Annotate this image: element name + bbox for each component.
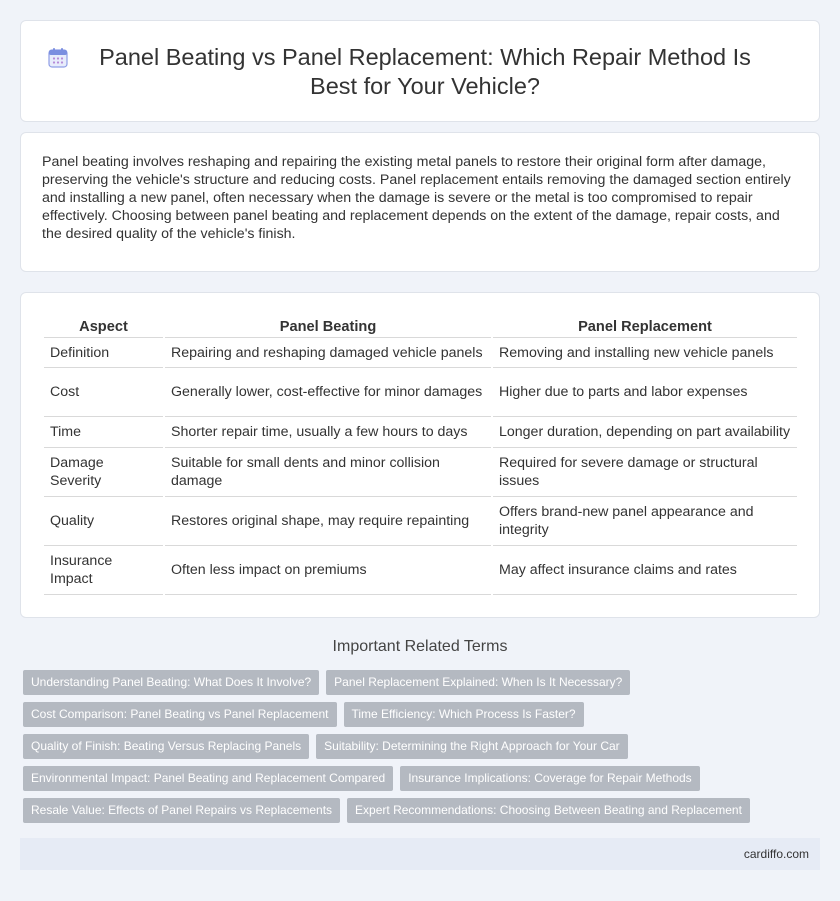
intro-card	[20, 132, 820, 272]
comparison-card	[20, 292, 820, 618]
row-replacement: Required for severe damage or structural issues	[493, 448, 797, 497]
row-beating: Restores original shape, may require repainting	[165, 497, 491, 546]
table-header-row	[44, 315, 797, 338]
comparison-table	[42, 315, 799, 595]
related-term-tag[interactable]: Quality of Finish: Beating Versus Replacing Panels	[23, 734, 309, 759]
page-title: Panel Beating vs Panel Replacement: Which Repair Method Is Best for Your Vehicle?	[99, 44, 751, 99]
related-term-tag[interactable]: Cost Comparison: Panel Beating vs Panel Replacement	[23, 702, 337, 727]
row-beating: Shorter repair time, usually a few hours to days	[165, 417, 491, 448]
table-row	[44, 546, 797, 595]
row-aspect: Damage Severity	[44, 448, 163, 497]
table-row	[44, 448, 797, 497]
row-replacement: Higher due to parts and labor expenses	[493, 368, 797, 417]
row-replacement: Removing and installing new vehicle panels	[493, 338, 797, 368]
row-aspect: Quality	[44, 497, 163, 546]
row-replacement: May affect insurance claims and rates	[493, 546, 797, 595]
related-term-tag[interactable]: Suitability: Determining the Right Approach for Your Car	[316, 734, 628, 759]
related-terms-heading: Important Related Terms	[332, 638, 508, 655]
related-term-tag[interactable]: Expert Recommendations: Choosing Between Beating and Replacement	[347, 798, 750, 823]
table-row	[44, 368, 797, 417]
row-replacement: Longer duration, depending on part availability	[493, 417, 797, 448]
table-row	[44, 417, 797, 448]
related-term-tag[interactable]: Resale Value: Effects of Panel Repairs vs Replacements	[23, 798, 340, 823]
row-aspect: Definition	[44, 338, 163, 368]
row-replacement: Offers brand-new panel appearance and integrity	[493, 497, 797, 546]
row-aspect: Cost	[44, 368, 163, 417]
related-term-tag[interactable]: Environmental Impact: Panel Beating and Replacement Compared	[23, 766, 393, 791]
table-row	[44, 338, 797, 368]
related-term-tag[interactable]: Time Efficiency: Which Process Is Faster?	[344, 702, 584, 727]
header-panel-beating: Panel Beating	[165, 315, 491, 338]
row-aspect: Time	[44, 417, 163, 448]
footer-site-link[interactable]: cardiffo.com	[743, 847, 809, 861]
footer-bar	[20, 838, 820, 870]
header-card	[20, 20, 820, 122]
related-terms-list	[23, 670, 823, 830]
related-term-tag[interactable]: Insurance Implications: Coverage for Repair Methods	[400, 766, 699, 791]
intro-paragraph: Panel beating involves reshaping and repairing the existing metal panels to restore their original form after damage, preserving the vehicle's structure and reducing costs. Panel replacement entails removing the damaged section entirely and installing a new panel, often necessary when the damage is severe or the metal is too compromised to repair effectively. Choosing between panel beating and replacement depends on the extent of the damage, repair costs, and the desired quality of the vehicle's finish.	[42, 154, 791, 242]
related-term-tag[interactable]: Panel Replacement Explained: When Is It Necessary?	[326, 670, 630, 695]
row-beating: Generally lower, cost-effective for minor damages	[165, 368, 491, 417]
related-term-tag[interactable]: Understanding Panel Beating: What Does It Involve?	[23, 670, 319, 695]
header-aspect: Aspect	[44, 315, 163, 338]
table-row	[44, 497, 797, 546]
header-panel-replacement: Panel Replacement	[493, 315, 797, 338]
row-beating: Suitable for small dents and minor collision damage	[165, 448, 491, 497]
row-aspect: Insurance Impact	[44, 546, 163, 595]
row-beating: Repairing and reshaping damaged vehicle panels	[165, 338, 491, 368]
row-beating: Often less impact on premiums	[165, 546, 491, 595]
